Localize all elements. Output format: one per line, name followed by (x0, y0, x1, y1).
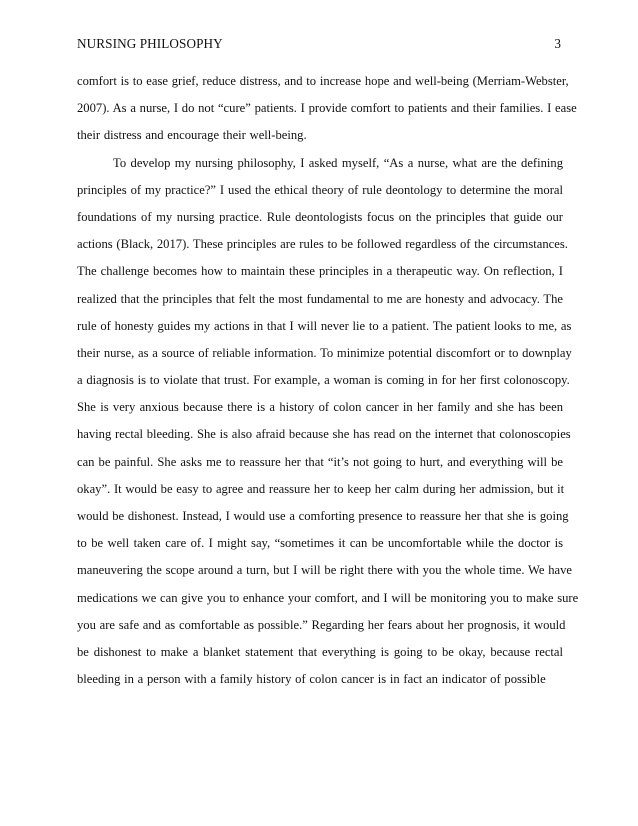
text-line: She is very anxious because there is a history of colon cancer in her family and she has been (77, 400, 563, 415)
text-line: rule of honesty guides my actions in that I will never lie to a patient. The patient looks to me, as (77, 318, 572, 333)
text-line: having rectal bleeding. She is also afraid because she has read on the internet that colonoscopies (77, 427, 571, 442)
text-line: maneuvering the scope around a turn, but I will be right there with you the whole time. We have (77, 563, 572, 578)
text-line: to be well taken care of. I might say, “sometimes it can be uncomfortable while the doctor is (77, 536, 563, 551)
text-line: can be painful. She asks me to reassure her that “it’s not going to hurt, and everything will be (77, 454, 563, 469)
text-line: comfort is to ease grief, reduce distress, and to increase hope and well-being (Merriam-Webster, (77, 74, 569, 88)
text-line: principles of my practice?” I used the ethical theory of rule deontology to determine the moral (77, 182, 563, 197)
body-text (77, 68, 579, 693)
text-line: their nurse, as a source of reliable information. To minimize potential discomfort or to downplay (77, 345, 572, 360)
text-line: realized that the principles that felt the most fundamental to me are honesty and advocacy. The (77, 291, 563, 306)
text-line: a diagnosis is to violate that trust. For example, a woman is coming in for her first colonoscopy. (77, 373, 570, 388)
text-line: okay”. It would be easy to agree and reassure her to keep her calm during her admission, but it (77, 481, 565, 496)
text-line: actions (Black, 2017). These principles are rules to be followed regardless of the circumstances. (77, 237, 568, 252)
page-number: 3 (554, 36, 561, 51)
text-line: you are safe and as comfortable as possible.” Regarding her fears about her prognosis, it would (77, 617, 566, 632)
text-line: The challenge becomes how to maintain these principles in a therapeutic way. On reflection, I (77, 264, 563, 279)
text-line: be dishonest to make a blanket statement that everything is going to be okay, because rectal (77, 644, 563, 659)
paragraph-first-line: To develop my nursing philosophy, I asked myself, “As a nurse, what are the defining (113, 155, 563, 170)
running-head: NURSING PHILOSOPHY (77, 36, 223, 51)
text-line: 2007). As a nurse, I do not “cure” patients. I provide comfort to patients and their families. I ease (77, 101, 577, 116)
text-line: bleeding in a person with a family history of colon cancer is in fact an indicator of possible (77, 672, 546, 687)
text-line: foundations of my nursing practice. Rule deontologists focus on the principles that guide our (77, 209, 563, 224)
text-line: medications we can give you to enhance your comfort, and I will be monitoring you to make sure (77, 590, 579, 605)
text-line: would be dishonest. Instead, I would use a comforting presence to reassure her that she is going (77, 509, 569, 523)
page-header (77, 36, 561, 52)
text-line: their distress and encourage their well-being. (77, 128, 307, 143)
